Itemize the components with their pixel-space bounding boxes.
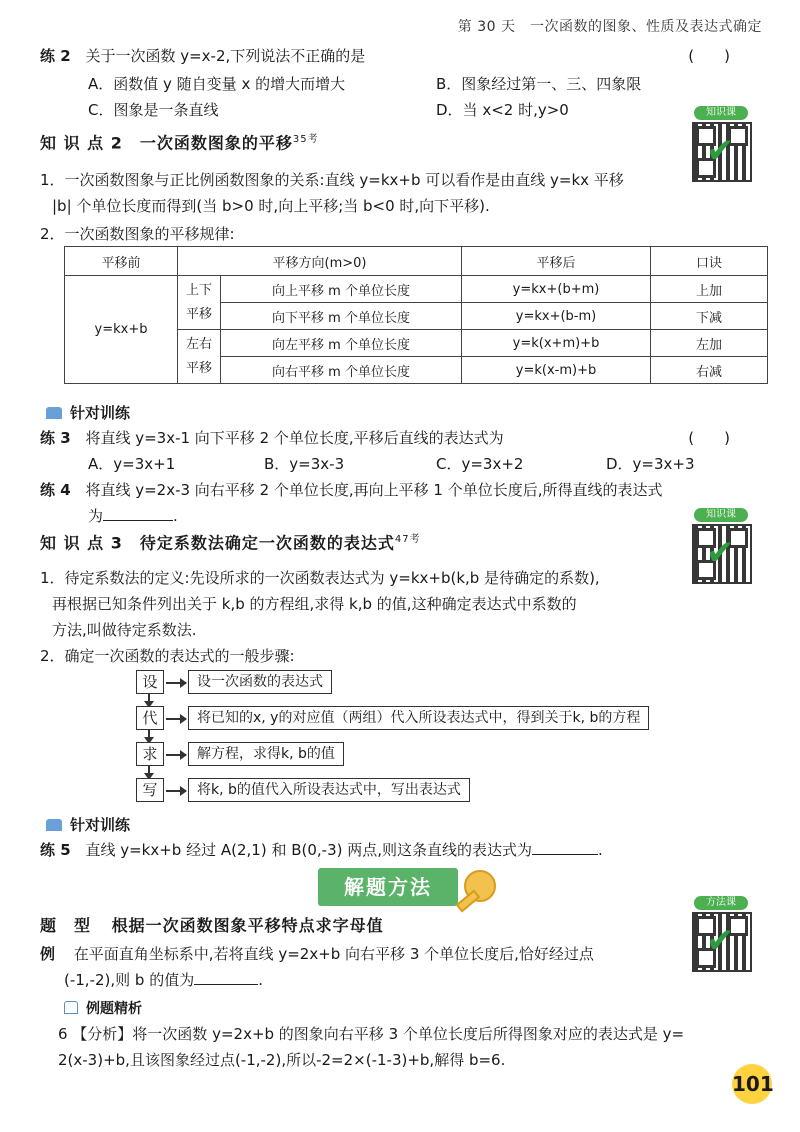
flow-step-text: 设一次函数的表达式 <box>188 670 332 694</box>
exercise-5 <box>40 838 603 862</box>
kp2-paragraph-2: 2．一次函数图象的平移规律: <box>40 225 235 243</box>
checkmark-icon: ✔ <box>706 533 735 573</box>
kp-title-text: 知 识 点 3 待定系数法确定一次函数的表达式 <box>40 533 395 553</box>
table-header: 口诀 <box>651 247 768 276</box>
qr-tag: 方法课 <box>694 896 748 910</box>
exercise-2 <box>40 44 770 68</box>
right-arrow-icon <box>166 682 186 684</box>
table-cell-before: y=kx+b <box>65 276 178 384</box>
table-cell-direction: 向右平移 m 个单位长度 <box>221 357 462 384</box>
exercise-question: 关于一次函数 y=x-2,下列说法不正确的是 <box>85 47 366 65</box>
flow-step-text: 将k, b的值代入所设表达式中，写出表达式 <box>188 778 470 802</box>
kp3-paragraph-1-line-1: 1．待定系数法的定义:先设所求的一次函数表达式为 y=kx+b(k,b 是待确定的系数), <box>40 569 600 587</box>
option-a: A．y=3x+1 <box>88 455 176 473</box>
kp2-paragraph-1-line-1: 1．一次函数图象与正比例函数图象的关系:直线 y=kx+b 可以看作是由直线 y=kx 平移 <box>40 171 624 189</box>
qr-code-knowledge[interactable] <box>686 108 756 178</box>
option-b: B．y=3x-3 <box>264 455 345 473</box>
exercise-question: 将直线 y=3x-1 向下平移 2 个单位长度,平移后直线的表达式为 <box>85 429 504 447</box>
answer-blank[interactable] <box>194 984 258 985</box>
exercise-label: 练 4 <box>40 481 71 499</box>
option-d: D．当 x<2 时,y>0 <box>436 101 569 119</box>
exercise-label: 练 2 <box>40 47 71 65</box>
training-heading-1 <box>46 402 130 423</box>
table-cell-after: y=k(x-m)+b <box>462 357 651 384</box>
flow-step-text: 将已知的x, y的对应值（两组）代入所设表达式中，得到关于k, b的方程 <box>188 706 649 730</box>
exercise-4-line-1 <box>40 478 663 502</box>
knowledge-point-3-title <box>40 530 421 553</box>
option-a: A．函数值 y 随自变量 x 的增大而增大 <box>88 75 346 93</box>
exercise-4-line-2 <box>88 504 178 528</box>
training-label: 针对训练 <box>70 404 131 422</box>
table-header: 平移后 <box>462 247 651 276</box>
exercise-label: 练 3 <box>40 429 71 447</box>
table-cell-direction: 向上平移 m 个单位长度 <box>221 276 462 303</box>
table-cell-after: y=kx+(b-m) <box>462 303 651 330</box>
exercise-text: 为 <box>88 507 104 525</box>
example-line-2 <box>64 968 263 992</box>
option-c: C．y=3x+2 <box>436 455 524 473</box>
type-title: 根据一次函数图象平移特点求字母值 <box>111 916 384 935</box>
option-c: C．图象是一条直线 <box>88 101 219 119</box>
running-header: 第 30 天 一次函数的图象、性质及表达式确定 <box>457 19 762 35</box>
answer-blank[interactable] <box>532 854 598 855</box>
answer-blank[interactable] <box>103 520 173 521</box>
kp3-paragraph-1-line-2: 再根据已知条件列出关于 k,b 的方程组,求得 k,b 的值,这种确定表达式中系数的 <box>52 595 577 613</box>
answer-paren: ( ) <box>688 47 730 65</box>
kp3-paragraph-1-line-3: 方法,叫做待定系数法. <box>52 621 197 639</box>
method-banner: 解题方法 <box>318 868 458 906</box>
analysis-line-2: 2(x-3)+b,且该图象经过点(-1,-2),所以-2=2×(-1-3)+b,解得 b=6. <box>58 1051 506 1069</box>
exercise-text: . <box>173 507 178 525</box>
table-cell-rhyme: 上加 <box>651 276 768 303</box>
qr-code-knowledge[interactable] <box>686 510 756 580</box>
answer-paren: ( ) <box>688 429 730 447</box>
kp2-paragraph-1-line-2: |b| 个单位长度而得到(当 b>0 时,向上平移;当 b<0 时,向下平移). <box>52 197 490 215</box>
table-header: 平移前 <box>65 247 178 276</box>
qr-tag: 知识课 <box>694 508 748 522</box>
knowledge-point-2-title <box>40 130 319 153</box>
example-text: (-1,-2),则 b 的值为 <box>64 971 195 989</box>
right-arrow-icon <box>166 790 186 792</box>
page-number: 101 <box>732 1064 772 1104</box>
checkmark-icon: ✔ <box>706 131 735 171</box>
training-heading-2 <box>46 814 130 835</box>
flow-step-key: 求 <box>136 742 164 766</box>
type-label: 题 型 <box>40 916 92 935</box>
flow-step-text: 解方程，求得k, b的值 <box>188 742 344 766</box>
table-cell-rhyme: 下减 <box>651 303 768 330</box>
translation-rules-table <box>64 246 768 384</box>
down-arrow-icon <box>148 766 150 778</box>
example-text: . <box>258 971 263 989</box>
option-b: B．图象经过第一、三、四象限 <box>436 75 642 93</box>
flow-step-key: 代 <box>136 706 164 730</box>
example-label: 例 <box>40 945 56 963</box>
problem-type-heading <box>40 914 384 938</box>
example-line-1 <box>40 942 594 966</box>
analysis-label: 例题精析 <box>86 1001 142 1017</box>
book-icon <box>46 819 62 831</box>
kp-title-text: 知 识 点 2 一次函数图象的平移 <box>40 133 293 153</box>
flow-step-key: 设 <box>136 670 164 694</box>
down-arrow-icon <box>148 694 150 706</box>
example-text: 在平面直角坐标系中,若将直线 y=2x+b 向右平移 3 个单位长度后,恰好经过点 <box>73 945 594 963</box>
down-arrow-icon <box>148 730 150 742</box>
square-icon <box>64 1001 78 1014</box>
flow-step-key: 写 <box>136 778 164 802</box>
exercise-3 <box>40 426 770 450</box>
key-icon <box>456 870 496 910</box>
table-cell-rhyme: 左加 <box>651 330 768 357</box>
table-cell-after: y=k(x+m)+b <box>462 330 651 357</box>
table-group-vertical: 上下 平移 <box>178 276 221 330</box>
table-cell-direction: 向左平移 m 个单位长度 <box>221 330 462 357</box>
table-header: 平移方向(m>0) <box>178 247 462 276</box>
analysis-heading <box>64 998 142 1018</box>
qr-tag: 知识课 <box>694 106 748 120</box>
exercise-label: 练 5 <box>40 841 71 859</box>
table-cell-direction: 向下平移 m 个单位长度 <box>221 303 462 330</box>
qr-code-method[interactable] <box>686 898 756 968</box>
option-d: D．y=3x+3 <box>606 455 695 473</box>
exercise-question: 直线 y=kx+b 经过 A(2,1) 和 B(0,-3) 两点,则这条直线的表达式为 <box>85 841 533 859</box>
exercise-text: . <box>598 841 603 859</box>
training-label: 针对训练 <box>70 816 131 834</box>
book-icon <box>46 407 62 419</box>
kp-exam-count: 35考 <box>292 134 319 145</box>
kp3-paragraph-2: 2．确定一次函数的表达式的一般步骤: <box>40 647 295 665</box>
table-cell-after: y=kx+(b+m) <box>462 276 651 303</box>
exercise-question: 将直线 y=2x-3 向右平移 2 个单位长度,再向上平移 1 个单位长度后,所得直线的表达式 <box>85 481 663 499</box>
checkmark-icon: ✔ <box>706 921 735 961</box>
analysis-line-1: 6 【分析】将一次函数 y=2x+b 的图象向右平移 3 个单位长度后所得图象对应的表达式是 y= <box>58 1025 685 1043</box>
right-arrow-icon <box>166 754 186 756</box>
table-group-horizontal: 左右 平移 <box>178 330 221 384</box>
right-arrow-icon <box>166 718 186 720</box>
steps-flowchart <box>136 670 641 810</box>
table-cell-rhyme: 右减 <box>651 357 768 384</box>
kp-exam-count: 47考 <box>394 534 421 545</box>
